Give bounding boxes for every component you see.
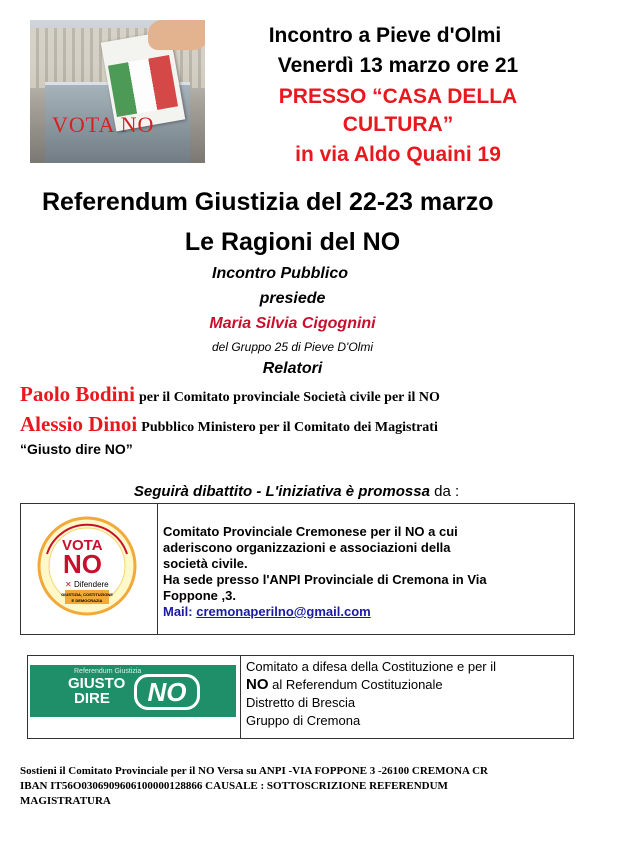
speaker-name: Paolo Bodini xyxy=(20,382,135,406)
logo-no: NO xyxy=(134,674,200,710)
header-venue-2: CULTURA” xyxy=(342,113,454,136)
vota-no-photo xyxy=(30,20,205,163)
speaker-1 xyxy=(20,382,440,407)
footer-line: Sostieni il Comitato Provinciale per il NO Versa su ANPI -VIA FOPPONE 3 -26100 CREMONA CR xyxy=(20,765,489,777)
header-address: in via Aldo Quaini 19 xyxy=(295,143,501,166)
speaker-name: Alessio Dinoi xyxy=(20,412,138,436)
logo-footer-2: E DEMOCRAZIA xyxy=(71,598,103,603)
promoted-prefix: Seguirà dibattito - L'iniziativa è promossa xyxy=(133,483,430,500)
speaker-role: per il Comitato provinciale Società civile per il NO xyxy=(138,390,440,405)
committee-box-1 xyxy=(20,503,575,635)
italian-flag-icon xyxy=(108,55,178,117)
committee-1-line: Ha sede presso l'ANPI Provinciale di Cremona in Via xyxy=(163,572,487,587)
chair-role: del Gruppo 25 di Pieve D'Olmi xyxy=(211,340,374,354)
speakers-label: Relatori xyxy=(262,360,323,377)
committee-1-line: aderiscono organizzazioni e associazioni della xyxy=(163,540,451,555)
committee-1-line: Foppone ,3. xyxy=(163,588,236,603)
committee-box-2-text xyxy=(240,656,573,738)
event-kind: Incontro Pubblico xyxy=(212,265,348,282)
committee-1-description xyxy=(163,524,487,620)
logo-vota: VOTA xyxy=(62,537,103,554)
hand-icon xyxy=(148,20,205,50)
vota-no-logo xyxy=(21,504,157,634)
x-mark-icon: ✕ xyxy=(65,580,74,589)
committee-2-line: Comitato a difesa della Costituzione e per il xyxy=(246,659,497,674)
email-link[interactable]: cremonaperilno@gmail.com xyxy=(196,604,371,619)
header-location: Incontro a Pieve d'Olmi xyxy=(268,24,502,47)
logo-no: NO xyxy=(63,549,102,579)
promoted-by xyxy=(0,483,593,500)
presides-label: presiede xyxy=(259,290,326,307)
committee-1-line: Comitato Provinciale Cremonese per il NO a cui xyxy=(163,524,458,539)
promoted-suffix: da : xyxy=(429,483,460,500)
donation-footer xyxy=(20,764,488,809)
logo-small-caption: Referendum Giustizia xyxy=(74,668,142,675)
committee-1-mail xyxy=(163,604,487,620)
committee-box-2 xyxy=(27,655,574,739)
logo-dire: DIRE xyxy=(74,690,110,707)
footer-line: IBAN IT56O0306909606100000128866 CAUSALE : SOTTOSCRIZIONE REFERENDUM xyxy=(20,780,448,792)
committee-2-description xyxy=(246,658,496,730)
committee-2-line: Gruppo di Cremona xyxy=(246,713,361,728)
photo-caption: VOTA NO xyxy=(52,112,155,137)
logo-defend: ✕ Difendere xyxy=(65,580,109,589)
footer-line: MAGISTRATURA xyxy=(20,795,111,807)
chair-name: Maria Silvia Cigognini xyxy=(209,315,376,332)
header-date: Venerdì 13 marzo ore 21 xyxy=(277,54,519,77)
giusto-dire-no-logo xyxy=(30,665,236,717)
logo-footer-1: GIUSTIZIA, COSTITUZIONE xyxy=(61,592,113,597)
speaker-2 xyxy=(20,412,438,437)
committee-box-1-text xyxy=(157,504,574,634)
committee-2-line xyxy=(246,676,496,694)
committee-2-line: Distretto di Brescia xyxy=(246,695,356,710)
header-venue-1: PRESSO “CASA DELLA xyxy=(278,85,518,108)
no-word: NO xyxy=(246,676,269,693)
page-subtitle: Le Ragioni del NO xyxy=(184,228,401,256)
speaker-2-committee: “Giusto dire NO” xyxy=(20,441,133,457)
committee-1-line: società civile. xyxy=(163,556,248,571)
committee-2-line-rest: al Referendum Costituzionale xyxy=(268,677,443,692)
page-title: Referendum Giustizia del 22-23 marzo xyxy=(42,188,494,216)
logo-giusto: GIUSTO xyxy=(68,675,126,692)
speaker-role: Pubblico Ministero per il Comitato dei Magistrati xyxy=(141,420,438,435)
mail-label: Mail: xyxy=(163,604,197,619)
